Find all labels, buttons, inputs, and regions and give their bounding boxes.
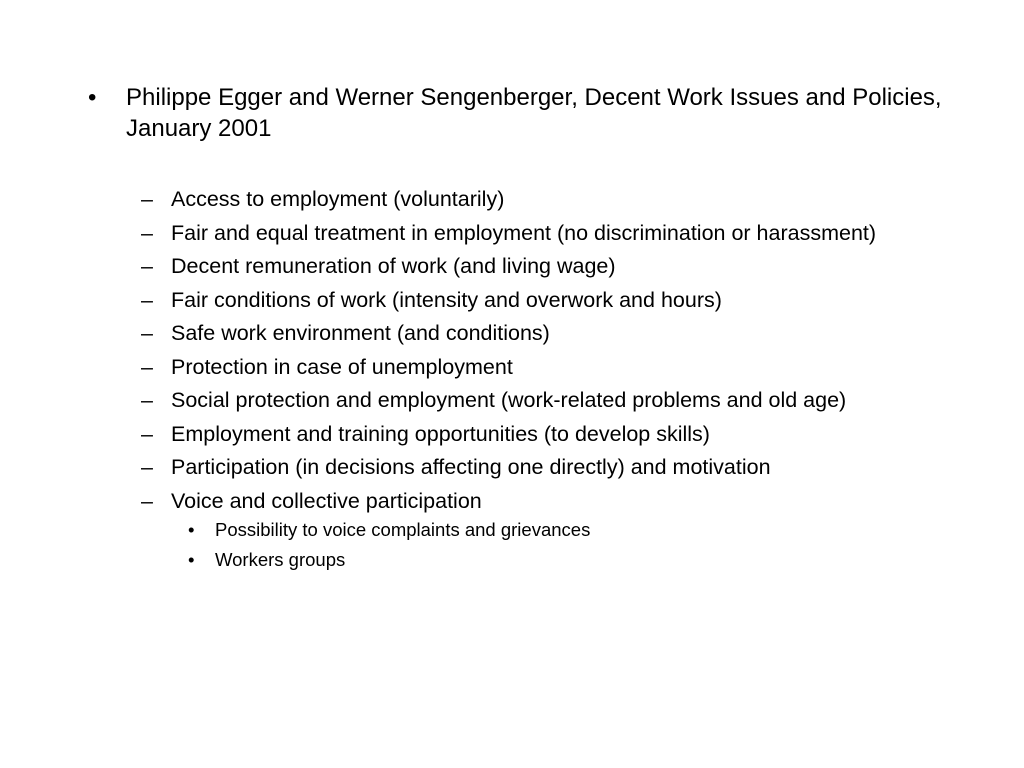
sub-list-item-text: Workers groups: [215, 548, 346, 570]
bullet-marker: •: [88, 84, 97, 111]
list-item: [141, 252, 931, 280]
dash-marker: –: [141, 455, 153, 479]
list-item: [141, 420, 931, 448]
dash-marker: –: [141, 187, 153, 211]
sub-list-item: [188, 518, 931, 542]
dash-marker: –: [141, 354, 153, 379]
sub-list-item-text: Possibility to voice complaints and grievances: [215, 518, 591, 540]
dash-marker: –: [141, 421, 153, 446]
list-item: [141, 386, 931, 414]
list-item-text: Safe work environment (and conditions): [171, 321, 550, 345]
dash-marker: –: [141, 220, 153, 245]
list-item-text: Employment and training opportunities (to develop skills): [171, 421, 710, 446]
list-item: [141, 286, 931, 314]
list-item-text: Decent remuneration of work (and living wage): [171, 254, 616, 278]
decent-work-list: [141, 185, 931, 578]
bullet-marker: •: [188, 548, 195, 570]
list-item: [141, 487, 931, 572]
dash-marker: –: [141, 321, 153, 345]
dash-marker: –: [141, 488, 153, 513]
main-bullet: [88, 82, 946, 144]
list-item: [141, 353, 931, 381]
sub-list-item: [188, 548, 931, 572]
dash-marker: –: [141, 254, 153, 278]
bullet-marker: •: [188, 518, 195, 540]
main-bullet-text: Philippe Egger and Werner Sengenberger, Decent Work Issues and Policies, January 2001: [126, 84, 942, 142]
list-item-text: Fair and equal treatment in employment (no discrimination or harassment): [171, 220, 877, 245]
list-item: [141, 453, 931, 481]
list-item: [141, 185, 931, 213]
list-item-text: Protection in case of unemployment: [171, 354, 513, 379]
list-item-text: Participation (in decisions affecting one directly) and motivation: [171, 455, 771, 479]
list-item-text: Voice and collective participation: [171, 488, 482, 513]
voice-sublist: [188, 518, 931, 572]
list-item: [141, 319, 931, 347]
list-item: [141, 219, 931, 247]
list-item-text: Fair conditions of work (intensity and overwork and hours): [171, 287, 722, 312]
dash-marker: –: [141, 388, 153, 412]
list-item-text: Social protection and employment (work-related problems and old age): [171, 388, 847, 412]
list-item-text: Access to employment (voluntarily): [171, 187, 505, 211]
dash-marker: –: [141, 287, 153, 312]
